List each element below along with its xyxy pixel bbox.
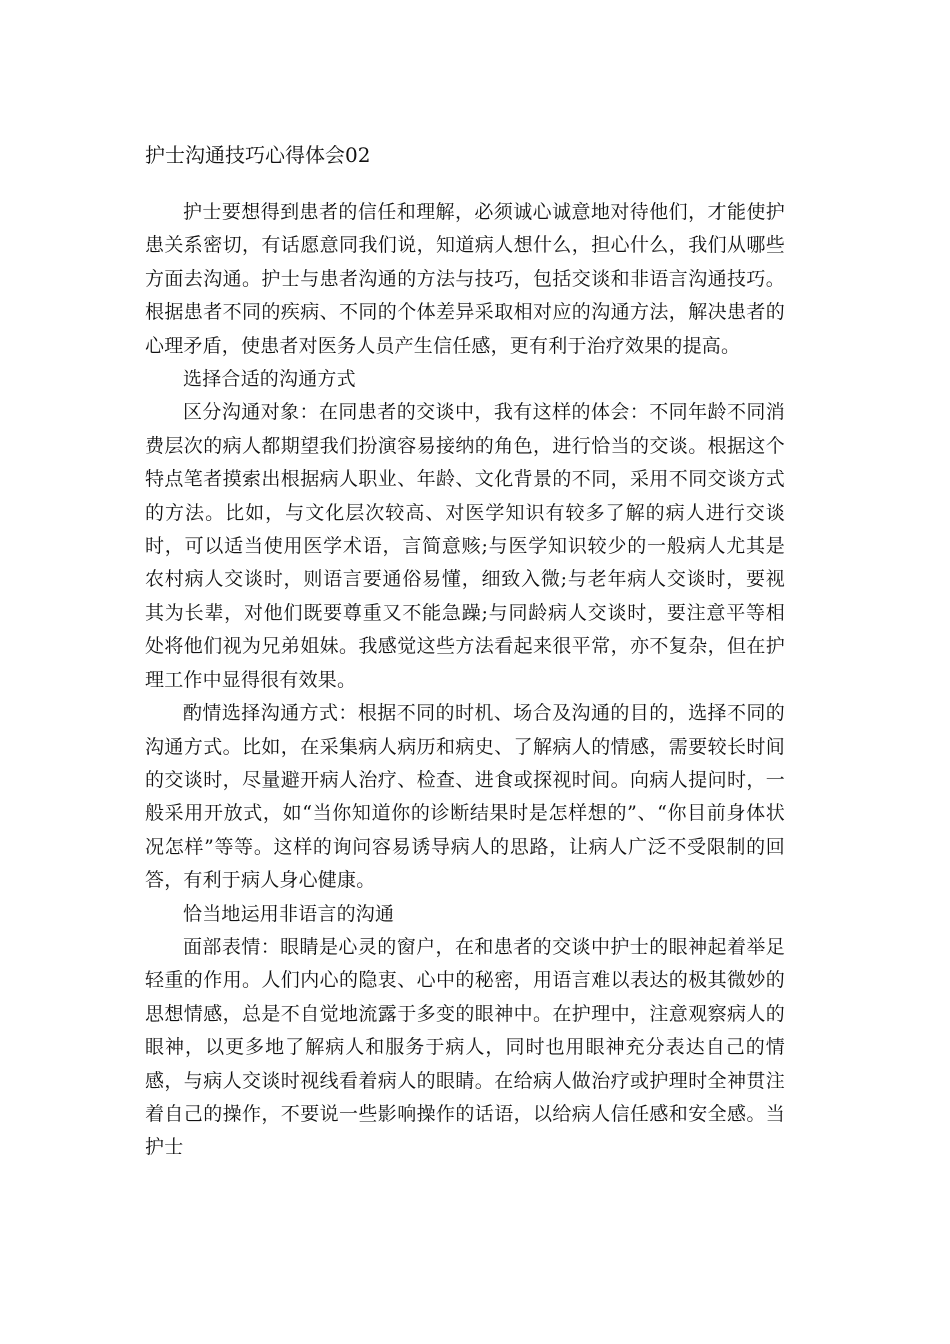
section-heading-nonverbal: 恰当地运用非语言的沟通	[183, 902, 395, 925]
paragraph-choose-method: 酌情选择沟通方式：根据不同的时机、场合及沟通的目的，选择不同的沟通方式。比如，在采集病人病历和病史、了解病人的情感，需要较长时间的交谈时，尽量避开病人治疗、检查、进食或探视时间。向病人提问时，一般采用开放式，如“当你知道你的诊断结果时是怎样想的”、“你目前身体状况怎样”等等。这样的询问容易诱导病人的思路，让病人广泛不受限制的回答，有利于病人身心健康。	[145, 702, 785, 892]
document-title: 护士沟通技巧心得体会02	[145, 143, 371, 167]
document-body	[145, 196, 785, 1165]
paragraph-facial-expression: 面部表情：眼睛是心灵的窗户，在和患者的交谈中护士的眼神起着举足轻重的作用。人们内心的隐衷、心中的秘密，用语言难以表达的极其微妙的思想情感，总是不自觉地流露于多变的眼神中。在护理中，注意观察病人的眼神，以更多地了解病人和服务于病人，同时也用眼神充分表达自己的情感，与病人交谈时视线看着病人的眼睛。在给病人做治疗或护理时全神贯注着自己的操作，不要说一些影响操作的话语，以给病人信任感和安全感。当护士	[145, 935, 785, 1159]
paragraph-intro: 护士要想得到患者的信任和理解，必须诚心诚意地对待他们，才能使护患关系密切，有话愿意同我们说，知道病人想什么，担心什么，我们从哪些方面去沟通。护士与患者沟通的方法与技巧，包括交谈和非语言沟通技巧。根据患者不同的疾病、不同的个体差异采取相对应的沟通方法，解决患者的心理矛盾，使患者对医务人员产生信任感，更有利于治疗效果的提高。	[145, 201, 785, 357]
section-heading-communication-method: 选择合适的沟通方式	[183, 368, 356, 391]
paragraph-distinguish-objects: 区分沟通对象：在同患者的交谈中，我有这样的体会：不同年龄不同消费层次的病人都期望我们扮演容易接纳的角色，进行恰当的交谈。根据这个特点笔者摸索出根据病人职业、年龄、文化背景的不同，采用不同交谈方式的方法。比如，与文化层次较高、对医学知识有较多了解的病人进行交谈时，可以适当使用医学术语，言简意赅;与医学知识较少的一般病人尤其是农村病人交谈时，则语言要通俗易懂，细致入微;与老年病人交谈时，要视其为长辈，对他们既要尊重又不能急躁;与同龄病人交谈时，要注意平等相处将他们视为兄弟姐妹。我感觉这些方法看起来很平常，亦不复杂，但在护理工作中显得很有效果。	[145, 401, 785, 691]
